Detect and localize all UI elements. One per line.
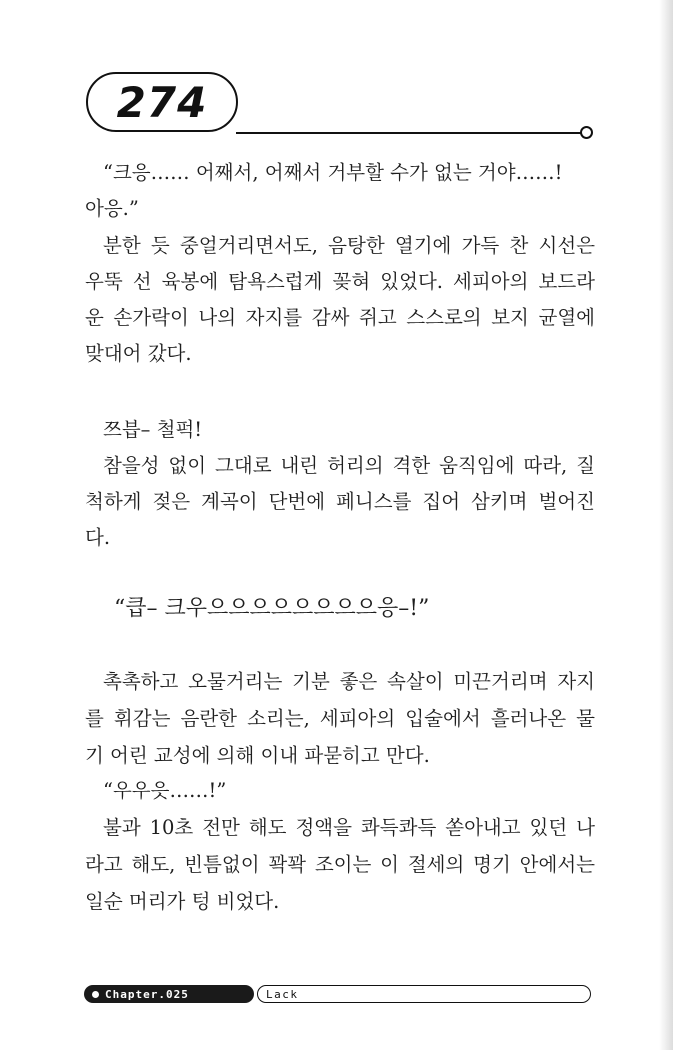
body-line: “크응…… 어째서, 어째서 거부할 수가 없는 거야……! xyxy=(103,161,563,184)
body-line: 맞대어 갔다. xyxy=(85,342,192,365)
footer-title-box xyxy=(257,985,591,1003)
page-number: 274 xyxy=(116,77,208,127)
body-line: 기 어린 교성에 의해 이내 파묻히고 만다. xyxy=(85,744,430,767)
body-line: 다. xyxy=(85,526,111,549)
body-line: 참을성 없이 그대로 내린 허리의 격한 움직임에 따라, 질 xyxy=(103,454,595,477)
page-edge-shadow xyxy=(659,0,673,1050)
header-rule xyxy=(236,132,586,134)
footer-chapter-title: Lack xyxy=(266,987,299,1001)
body-line-shout: “큽– 크우으으으으으으으으응–!” xyxy=(114,596,430,621)
body-line: 일순 머리가 텅 비었다. xyxy=(85,890,280,913)
rule-end-circle xyxy=(580,126,593,139)
body-line: 촉촉하고 오물거리는 기분 좋은 속살이 미끈거리며 자지 xyxy=(103,670,595,693)
page-number-badge xyxy=(86,72,238,132)
body-line: 우뚝 선 육봉에 탐욕스럽게 꽂혀 있었다. 세피아의 보드라 xyxy=(85,270,595,293)
body-line: 운 손가락이 나의 자지를 감싸 쥐고 스스로의 보지 균열에 xyxy=(85,306,595,329)
body-line: 분한 듯 중얼거리면서도, 음탕한 열기에 가득 찬 시선은 xyxy=(103,234,595,257)
body-line: 를 휘감는 음란한 소리는, 세피아의 입술에서 흘러나온 물 xyxy=(85,707,595,730)
footer-chapter-pill xyxy=(84,985,254,1003)
body-line: 척하게 젖은 계곡이 단번에 페니스를 집어 삼키며 벌어진 xyxy=(85,490,595,513)
body-line: 불과 10초 전만 해도 정액을 콰득콰득 쏟아내고 있던 나 xyxy=(103,816,595,839)
bullet-icon xyxy=(92,991,99,998)
body-line: “우우읏……!” xyxy=(103,779,227,802)
body-line: 쯔븝– 철퍽! xyxy=(103,418,203,441)
body-line: 아응.” xyxy=(85,197,139,220)
footer-chapter-label: Chapter.025 xyxy=(105,987,189,1001)
body-line: 라고 해도, 빈틈없이 꽉꽉 조이는 이 절세의 명기 안에서는 xyxy=(85,853,595,876)
